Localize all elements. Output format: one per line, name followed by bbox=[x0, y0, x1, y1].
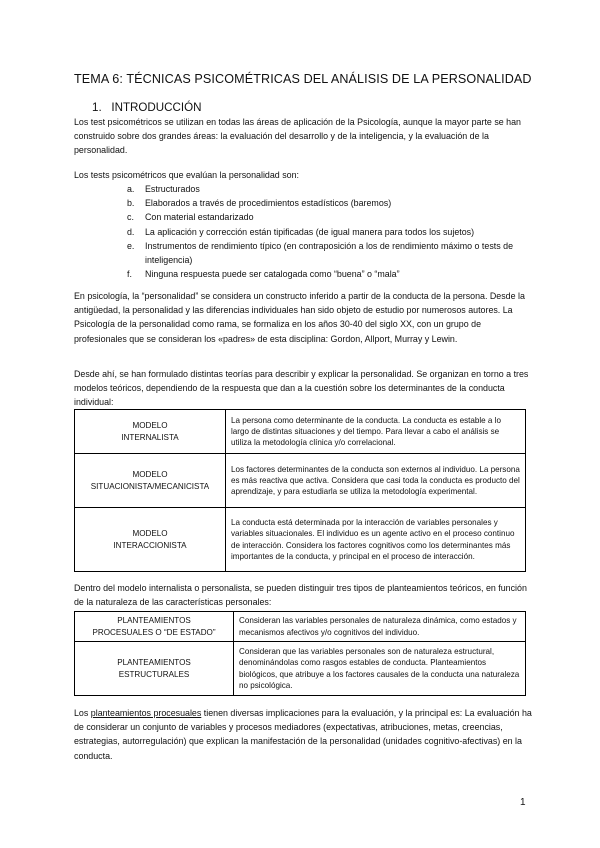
page-title: TEMA 6: TÉCNICAS PSICOMÉTRICAS DEL ANÁLISIS DE LA PERSONALIDAD bbox=[74, 72, 532, 86]
final-lead: Los bbox=[74, 708, 91, 718]
list-item-text: La aplicación y corrección están tipificadas (de igual manera para todos los sujetos) bbox=[145, 226, 475, 237]
characteristics-list bbox=[74, 182, 534, 281]
list-marker: f. bbox=[127, 269, 132, 280]
table-row bbox=[75, 454, 526, 508]
model-description-cell: La persona como determinante de la conducta. La conducta es estable a lo largo de distintas situaciones y del tiempo. Para llevar a cabo el análisis se utiliza la metodología clínica y/o correlacional. bbox=[226, 410, 526, 454]
list-marker: c. bbox=[127, 212, 134, 223]
table-row bbox=[75, 612, 526, 642]
model-name-cell bbox=[75, 410, 226, 454]
model-type: INTERNALISTA bbox=[121, 432, 179, 442]
list-marker: e. bbox=[127, 240, 135, 251]
section-title: INTRODUCCIÓN bbox=[111, 101, 202, 114]
list-item bbox=[74, 267, 534, 281]
list-item-text: Instrumentos de rendimiento típico (en contraposición a los de rendimiento máximo o tests de inteligencia) bbox=[145, 240, 514, 266]
model-label: MODELO bbox=[132, 421, 168, 431]
list-item-text: Elaborados a través de procedimientos estadísticos (baremos) bbox=[145, 198, 392, 209]
table-row bbox=[75, 508, 526, 572]
list-item-text: Estructurados bbox=[145, 184, 200, 194]
approach-description-cell: Consideran que las variables personales son de naturaleza estructural, denominándolas como rasgos estables de conducta. Planteamientos biológicos, que atribuye a los factores causales de la conducta una naturaleza no psicológica. bbox=[234, 642, 526, 696]
approaches-table bbox=[74, 611, 526, 696]
approach-type: ESTRUCTURALES bbox=[118, 669, 190, 679]
list-item bbox=[74, 210, 534, 224]
model-name-cell bbox=[75, 508, 226, 572]
list-item-text: Ninguna respuesta puede ser catalogada como “buena” o “mala” bbox=[145, 269, 400, 280]
model-description-cell: La conducta está determinada por la interacción de variables personales y variables situacionales. El individuo es un agente activo en el proceso continuo de interacción. Considera los factores cognitivos como los determinantes más importantes de la conducta, y principal en el proceso de interacción. bbox=[226, 508, 526, 572]
list-item-text: Con material estandarizado bbox=[145, 212, 254, 223]
model-name-cell bbox=[75, 454, 226, 508]
section-number: 1. bbox=[92, 101, 102, 114]
list-item bbox=[74, 239, 534, 267]
models-table bbox=[74, 409, 526, 572]
model-label: MODELO bbox=[132, 529, 168, 539]
page-number: 1 bbox=[520, 797, 526, 808]
approach-name-cell bbox=[75, 612, 234, 642]
approach-label: PLANTEAMIENTOS bbox=[117, 658, 191, 668]
model-type: INTERACCIONISTA bbox=[113, 540, 187, 550]
list-marker: d. bbox=[127, 226, 135, 237]
list-item bbox=[74, 225, 534, 239]
model-label: MODELO bbox=[132, 470, 168, 480]
list-marker: b. bbox=[127, 198, 135, 209]
list-item bbox=[74, 182, 534, 196]
models-paragraph: Desde ahí, se han formulado distintas teorías para describir y explicar la personalidad. Se organizan en torno a tres modelos teóricos, dependiendo de la respuesta que dan a la cuestión sobre los determinantes de la conducta individual: bbox=[74, 369, 529, 408]
list-item bbox=[74, 196, 534, 210]
model-description-cell: Los factores determinantes de la conducta son externos al individuo. La persona es más reactiva que activa. Considera que casi toda la conducta es producto del aprendizaje, y para estudiarla se utiliza la metodología experimental. bbox=[226, 454, 526, 508]
approach-type: PROCESUALES O “DE ESTADO” bbox=[92, 627, 216, 637]
final-paragraph bbox=[74, 706, 534, 763]
personality-paragraph: En psicología, la “personalidad” se considera un constructo inferido a partir de la conducta de la persona. Desde la antigüedad, la personalidad y las diferencias individuales han sido objeto de estudio por numerosos autores. La Psicología de la personalidad como rama, se formaliza en los años 30-40 del siglo XX, con un grupo de profesionales que se consideran los «padres» de esta disciplina: Gordon, Allport, Murray y Lewin. bbox=[74, 291, 525, 344]
list-marker: a. bbox=[127, 184, 135, 194]
model-type: SITUACIONISTA/MECANICISTA bbox=[90, 481, 210, 491]
internalist-paragraph: Dentro del modelo internalista o personalista, se pueden distinguir tres tipos de planteamientos teóricos, en función de la naturaleza de las características personales: bbox=[74, 583, 527, 608]
approach-description-cell: Consideran las variables personales de naturaleza dinámica, como estados y mecanismos afectivos y/o cognitivos del individuo. bbox=[234, 612, 526, 642]
approach-label: PLANTEAMIENTOS bbox=[117, 616, 191, 626]
list-intro: Los tests psicométricos que evalúan la personalidad son: bbox=[74, 170, 299, 180]
section-heading bbox=[92, 101, 202, 114]
intro-paragraph: Los test psicométricos se utilizan en todas las áreas de aplicación de la Psicología, aunque la mayor parte se han construido sobre dos grandes áreas: la evaluación del desarrollo y de la inteligencia, y la evaluación de la personalidad. bbox=[74, 117, 521, 156]
final-rest: tienen diversas implicaciones para la evaluación, y la principal es: La evaluación ha de considerar un conjunto de variables y procesos mediadores (expectativas, atribuciones, metas, creencias, estrategias, autorregulación) que explican la manifestación de la personalidad (unidades cognitivo-afectivas) en la conducta. bbox=[74, 708, 532, 761]
table-row bbox=[75, 410, 526, 454]
approach-name-cell bbox=[75, 642, 234, 696]
table-row bbox=[75, 642, 526, 696]
underlined-term: planteamientos procesuales bbox=[90, 708, 202, 718]
